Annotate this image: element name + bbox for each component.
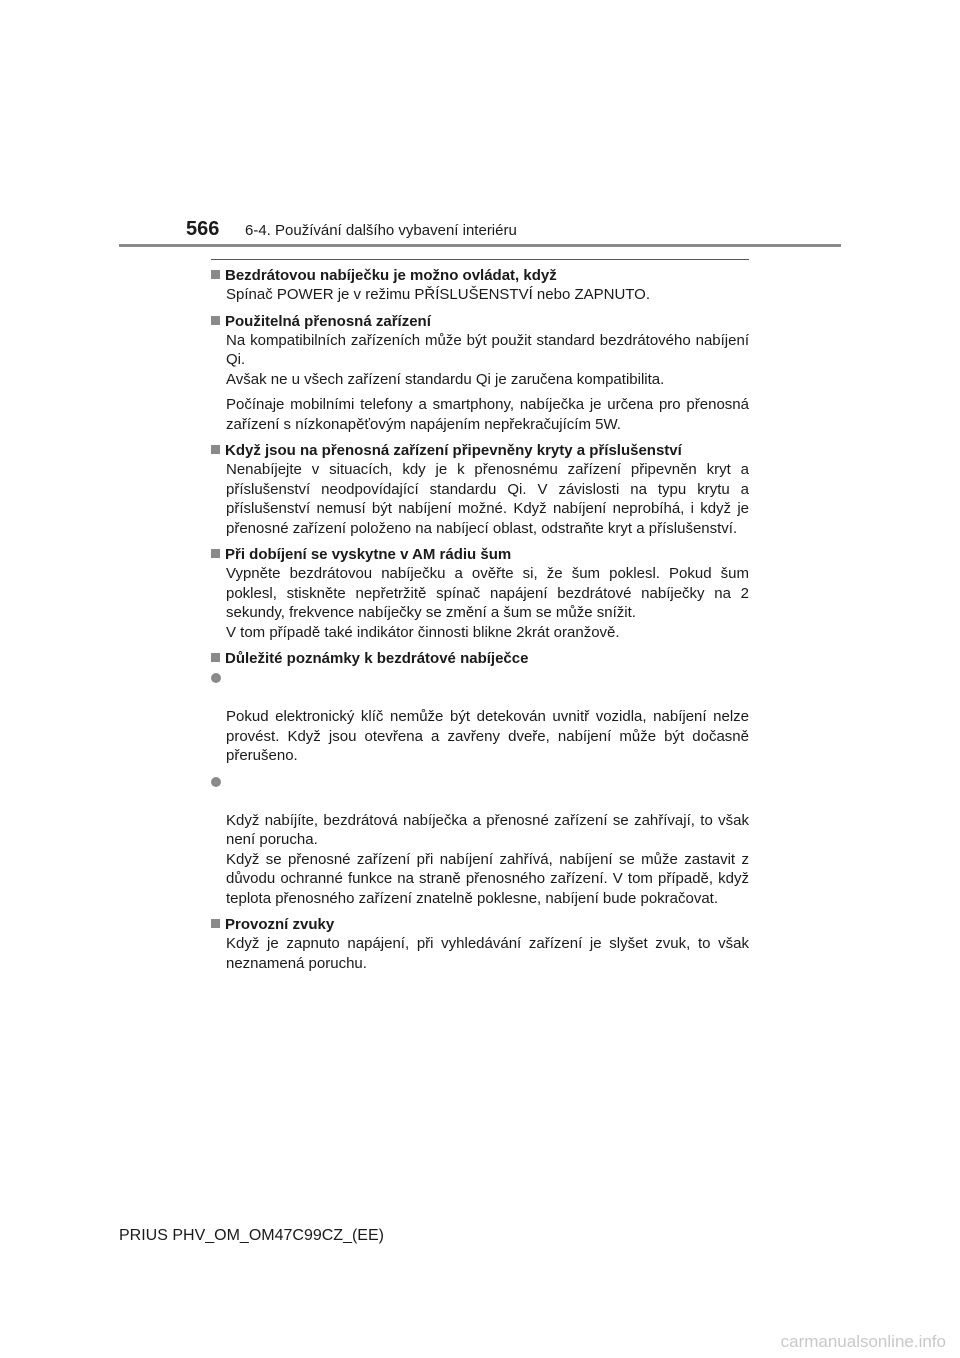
- section-divider: [211, 259, 749, 260]
- list-item-text: Když nabíjíte, bezdrátová nabíječka a přenosné zařízení se zahřívají, to však není porucha. Když se přenosné zařízení při nabíjení zahřívá, nabíjení se může zastavit z důvodu ochranné funkce na straně přenosného zařízení. V tom případě, když teplota přenosného zařízení znatelně poklesne, nabíjení bude pokračovat.: [226, 811, 749, 907]
- section-operating-conditions: [211, 266, 749, 305]
- paragraph: Na kompatibilních zařízeních může být použit standard bezdrátového nabíjení Qi. Avšak ne u všech zařízení standardu Qi je zaručena kompatibilita.: [226, 331, 749, 388]
- header-divider: [119, 244, 841, 247]
- square-bullet-icon: [211, 270, 220, 279]
- paragraph: Když je zapnuto napájení, při vyhledávání zařízení je slyšet zvuk, to však neznamená poruchu.: [226, 935, 749, 972]
- section-heading-text: Provozní zvuky: [225, 916, 335, 933]
- section-heading-text: Při dobíjení se vyskytne v AM rádiu šum: [225, 546, 512, 563]
- section-heading-text: Důležité poznámky k bezdrátové nabíječce: [225, 650, 529, 667]
- chapter-title: 6-4. Používání dalšího vybavení interiéru: [245, 222, 517, 239]
- page-number: 566: [186, 218, 220, 240]
- square-bullet-icon: [211, 316, 220, 325]
- list-item: [211, 668, 749, 766]
- square-bullet-icon: [211, 445, 220, 454]
- square-bullet-icon: [211, 653, 220, 662]
- paragraph: Vypněte bezdrátovou nabíječku a ověřte si, že šum poklesl. Pokud šum poklesl, stiskněte nepřetržitě spínač napájení bezdrátové nabíječky na 2 sekundy, frekvence nabíječky se změní a šum se může snížit. V tom případě také indikátor činnosti blikne 2krát oranžově.: [226, 565, 749, 641]
- paragraph: Spínač POWER je v režimu PŘÍSLUŠENSTVÍ nebo ZAPNUTO.: [226, 286, 651, 303]
- section-heading: [211, 545, 749, 564]
- section-heading: [211, 312, 749, 331]
- watermark: carmanualsonline.info: [780, 1332, 946, 1351]
- section-heading-text: Když jsou na přenosná zařízení připevněny kryty a příslušenství: [225, 442, 682, 459]
- main-content: [211, 266, 749, 980]
- section-heading: [211, 441, 749, 460]
- square-bullet-icon: [211, 919, 220, 928]
- paragraph: Počínaje mobilními telefony a smartphony, nabíječka je určena pro přenosná zařízení s nízkonapěťovým napájením nepřekračujícím 5W.: [226, 396, 749, 433]
- section-heading: [211, 915, 749, 934]
- section-covers-accessories: [211, 441, 749, 538]
- square-bullet-icon: [211, 549, 220, 558]
- section-operating-sounds: [211, 915, 749, 973]
- round-bullet-icon: [211, 673, 221, 683]
- document-code: PRIUS PHV_OM_OM47C99CZ_(EE): [119, 1227, 384, 1244]
- section-heading: [211, 649, 749, 668]
- section-am-radio-noise: [211, 545, 749, 642]
- section-heading-text: Bezdrátovou nabíječku je možno ovládat, když: [225, 267, 557, 284]
- section-heading: [211, 266, 749, 285]
- paragraph: Nenabíjejte v situacích, kdy je k přenosnému zařízení připevněn kryt a příslušenství neodpovídající standardu Qi. V závislosti na typu krytu a příslušenství nemusí být nabíjení možné. Když nabíjení neprobíhá, i když je přenosné zařízení položeno na nabíjecí oblast, odstraňte kryt a příslušenství.: [226, 461, 749, 537]
- section-usable-devices: [211, 312, 749, 435]
- list-item-text: Pokud elektronický klíč nemůže být detekován uvnitř vozidla, nabíjení nelze provést. Když jsou otevřena a zavřeny dveře, nabíjení může být dočasně přerušeno.: [226, 708, 749, 764]
- round-bullet-icon: [211, 777, 221, 787]
- section-heading-text: Použitelná přenosná zařízení: [225, 312, 431, 330]
- section-important-notes: [211, 649, 749, 908]
- list-item: [211, 772, 749, 909]
